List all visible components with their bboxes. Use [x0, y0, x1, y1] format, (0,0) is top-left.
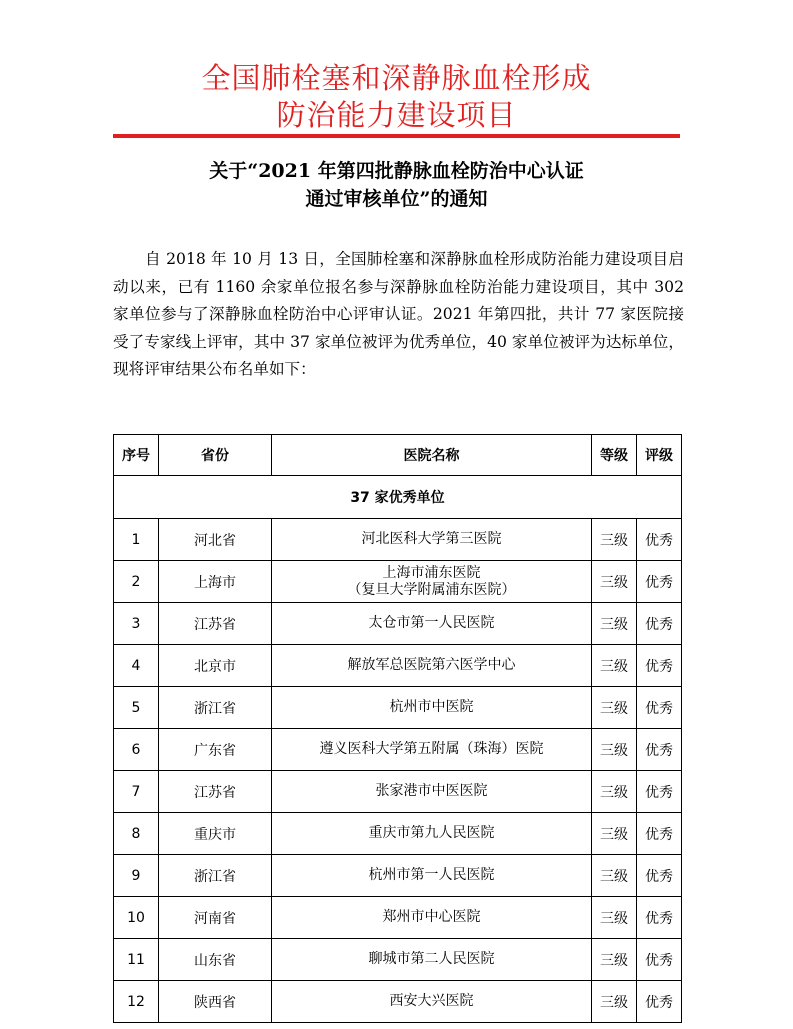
cell-no: 1: [114, 519, 159, 561]
cell-no: 9: [114, 855, 159, 897]
header-title-line2: 防治能力建设项目: [276, 98, 517, 132]
cell-province: 陕西省: [159, 981, 272, 1023]
cell-hospital: [272, 645, 592, 687]
notice-title-line1: 关于“2021 年第四批静脉血栓防治中心认证: [209, 160, 584, 182]
cell-level: 三级: [592, 519, 637, 561]
cell-rating: 优秀: [637, 855, 682, 897]
hospital-name-line: 聊城市第二人民医院: [368, 951, 495, 967]
cell-no: 6: [114, 729, 159, 771]
cell-level: 三级: [592, 897, 637, 939]
cell-level: 三级: [592, 687, 637, 729]
section-title: 37 家优秀单位: [114, 476, 682, 519]
table-row: [114, 939, 682, 981]
cell-no: 7: [114, 771, 159, 813]
cell-rating: 优秀: [637, 939, 682, 981]
cell-hospital: [272, 603, 592, 645]
header-rating: 评级: [637, 435, 682, 476]
cell-no: 11: [114, 939, 159, 981]
table-row: [114, 981, 682, 1023]
cell-rating: 优秀: [637, 519, 682, 561]
header-no: 序号: [114, 435, 159, 476]
hospital-name-line: 杭州市第一人民医院: [368, 867, 495, 883]
cell-province: 广东省: [159, 729, 272, 771]
cell-no: 12: [114, 981, 159, 1023]
table-row: [114, 897, 682, 939]
cell-level: 三级: [592, 939, 637, 981]
cell-rating: 优秀: [637, 561, 682, 603]
table-row: [114, 603, 682, 645]
notice-title-line2: 通过审核单位”的通知: [305, 188, 488, 210]
cell-hospital: [272, 687, 592, 729]
cell-province: 浙江省: [159, 687, 272, 729]
hospital-name-line: 张家港市中医医院: [375, 783, 488, 799]
cell-hospital: [272, 729, 592, 771]
hospital-name-line: 太仓市第一人民医院: [368, 615, 495, 631]
cell-level: 三级: [592, 771, 637, 813]
cell-rating: 优秀: [637, 981, 682, 1023]
cell-no: 10: [114, 897, 159, 939]
hospital-name-line: 郑州市中心医院: [382, 909, 481, 925]
table-row: [114, 561, 682, 603]
cell-hospital: [272, 981, 592, 1023]
cell-level: 三级: [592, 603, 637, 645]
cell-rating: 优秀: [637, 603, 682, 645]
cell-province: 山东省: [159, 939, 272, 981]
cell-hospital: [272, 561, 592, 603]
cell-level: 三级: [592, 645, 637, 687]
header-level: 等级: [592, 435, 637, 476]
cell-rating: 优秀: [637, 897, 682, 939]
table-row: [114, 729, 682, 771]
header-title-line1: 全国肺栓塞和深静脉血栓形成: [201, 61, 592, 95]
hospital-name-line: 杭州市中医院: [389, 699, 474, 715]
cell-no: 5: [114, 687, 159, 729]
cell-no: 2: [114, 561, 159, 603]
table-row: [114, 645, 682, 687]
cell-province: 河南省: [159, 897, 272, 939]
table-row: [114, 771, 682, 813]
cell-province: 重庆市: [159, 813, 272, 855]
cell-hospital: [272, 771, 592, 813]
red-divider: [113, 134, 680, 138]
cell-level: 三级: [592, 561, 637, 603]
cell-no: 8: [114, 813, 159, 855]
cell-hospital: [272, 813, 592, 855]
hospital-name-line: 解放军总医院第六医学中心: [347, 657, 516, 673]
cell-rating: 优秀: [637, 645, 682, 687]
cell-province: 浙江省: [159, 855, 272, 897]
cell-province: 河北省: [159, 519, 272, 561]
hospital-name-line: 重庆市第九人民医院: [368, 825, 495, 841]
cell-hospital: [272, 519, 592, 561]
table-row: [114, 813, 682, 855]
hospital-name-line: 西安大兴医院: [389, 993, 474, 1009]
cell-rating: 优秀: [637, 771, 682, 813]
cell-hospital: [272, 897, 592, 939]
header-hospital: 医院名称: [272, 435, 592, 476]
cell-no: 4: [114, 645, 159, 687]
hospital-name-line: 上海市浦东医院: [382, 564, 481, 581]
hospital-name-line: 遵义医科大学第五附属（珠海）医院: [319, 741, 544, 757]
cell-hospital: [272, 939, 592, 981]
cell-province: 江苏省: [159, 771, 272, 813]
cell-level: 三级: [592, 813, 637, 855]
table-row: [114, 687, 682, 729]
section-row: [114, 476, 682, 519]
cell-level: 三级: [592, 729, 637, 771]
cell-no: 3: [114, 603, 159, 645]
hospital-name-line: （复旦大学附属浦东医院）: [347, 581, 516, 598]
cell-rating: 优秀: [637, 687, 682, 729]
cell-rating: 优秀: [637, 813, 682, 855]
cell-level: 三级: [592, 855, 637, 897]
notice-body: 自 2018 年 10 月 13 日，全国肺栓塞和深静脉血栓形成防治能力建设项目启动以来，已有 1160 余家单位报名参与深静脉血栓防治能力建设项目，其中 302 家单位参与了深静脉血栓防治中心评审认证。2021 年第四批，共计 77 家医院接受了专家线上评审，其中 37 家单位被评为优秀单位，40 家单位被评为达标单位，现将评审结果公布名单如下：: [113, 250, 684, 379]
cell-province: 北京市: [159, 645, 272, 687]
header-province: 省份: [159, 435, 272, 476]
cell-rating: 优秀: [637, 729, 682, 771]
table-row: [114, 855, 682, 897]
table-header-row: [114, 435, 682, 476]
table-row: [114, 519, 682, 561]
hospital-name-line: 河北医科大学第三医院: [361, 531, 502, 547]
cell-province: 江苏省: [159, 603, 272, 645]
units-table: [113, 434, 682, 1023]
cell-province: 上海市: [159, 561, 272, 603]
cell-hospital: [272, 855, 592, 897]
cell-level: 三级: [592, 981, 637, 1023]
